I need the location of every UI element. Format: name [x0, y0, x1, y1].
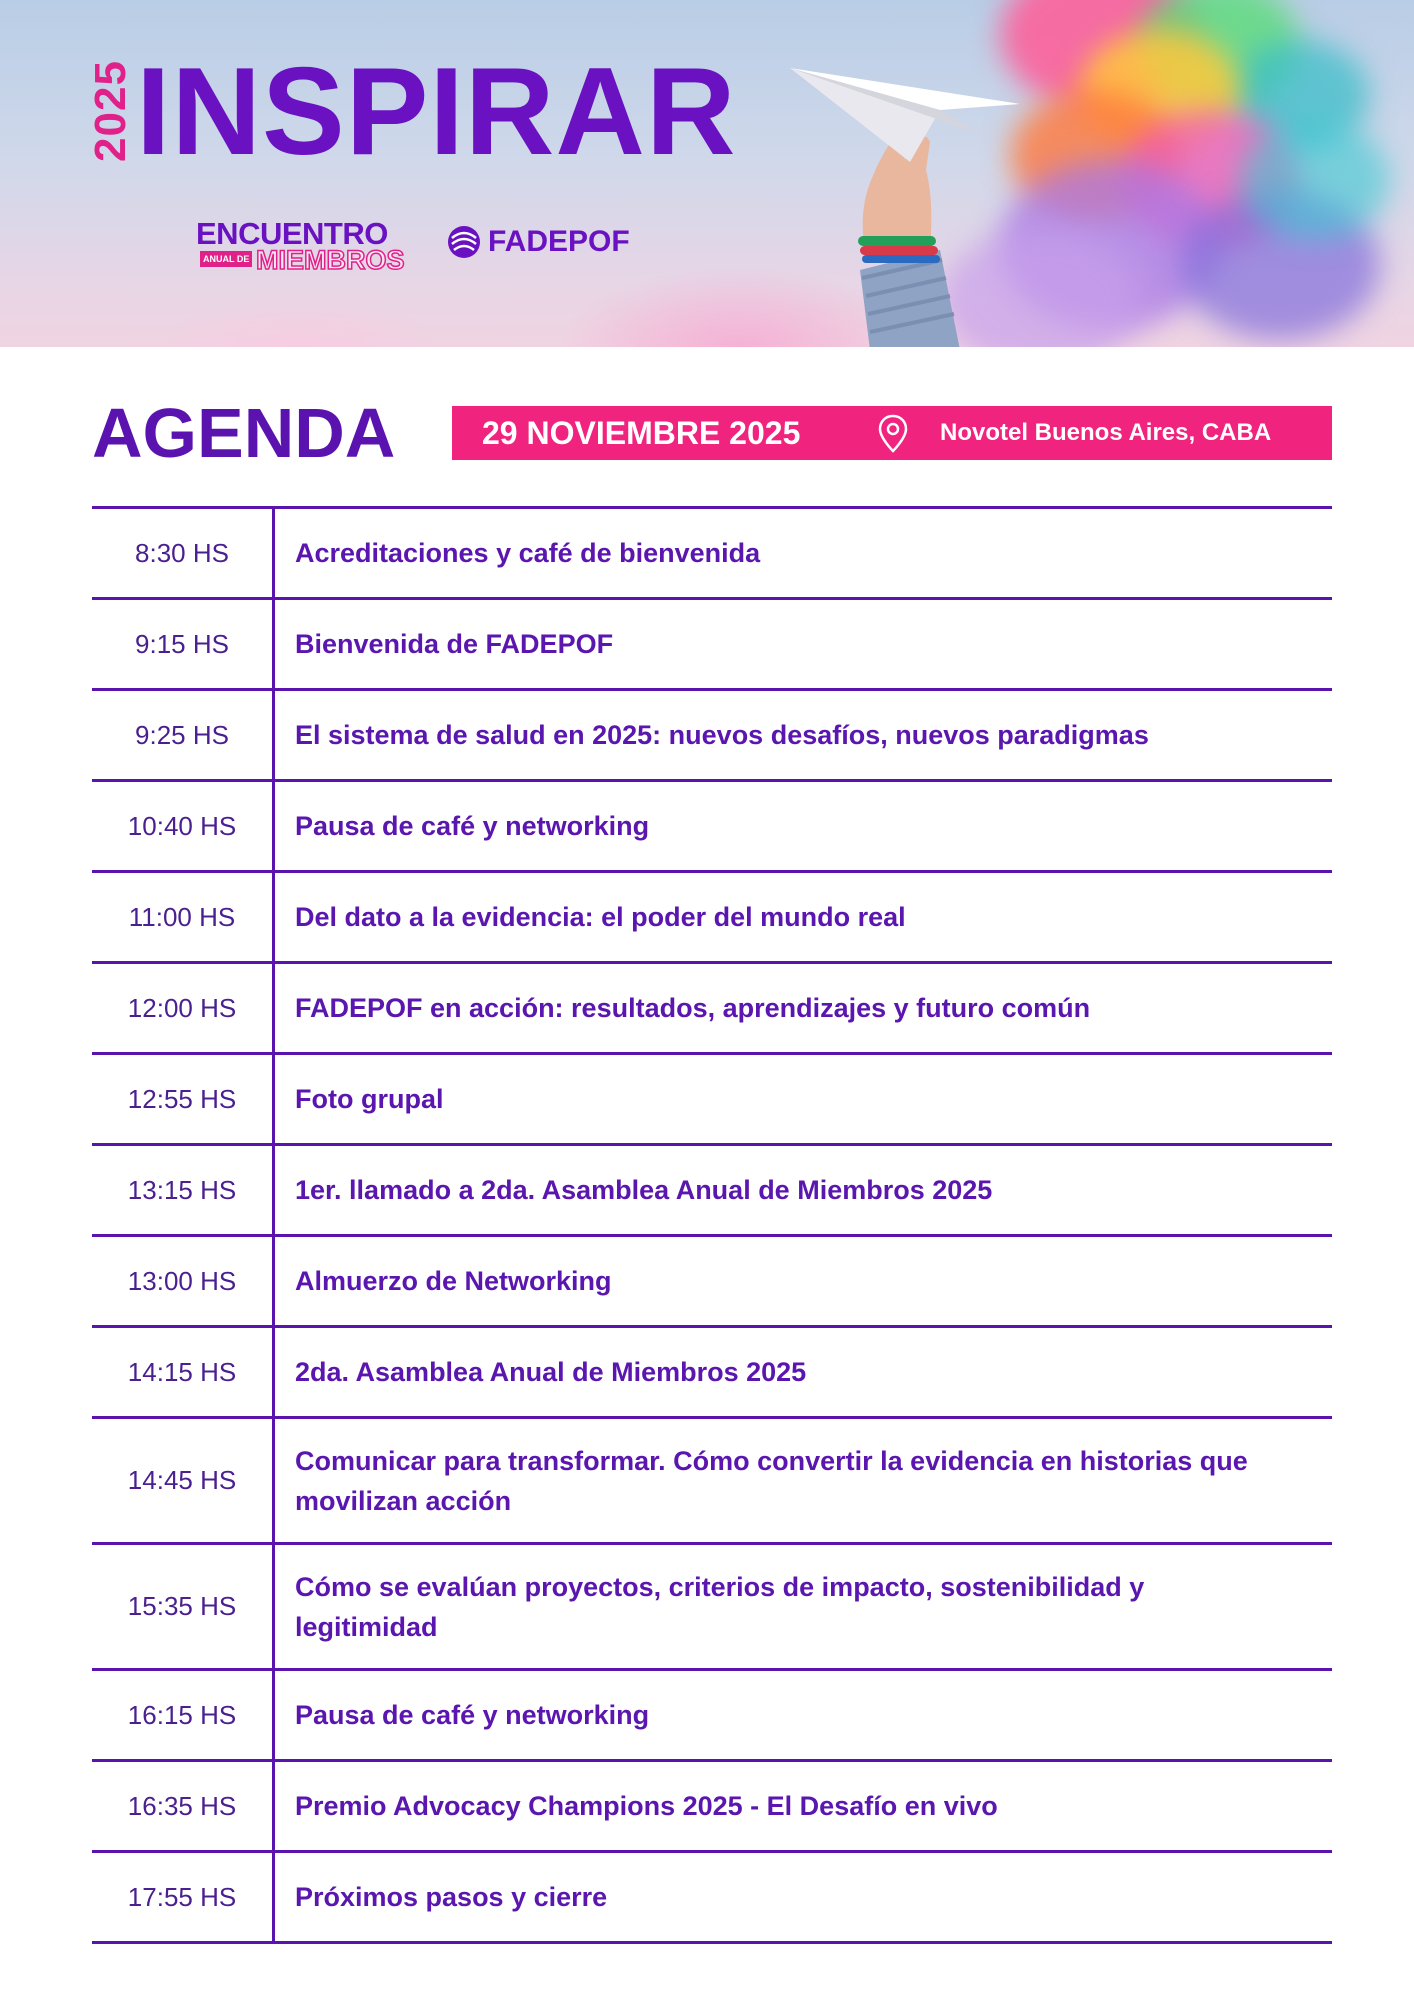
agenda-session-title: Del dato a la evidencia: el poder del mundo real [274, 872, 1333, 963]
agenda-session-title: Comunicar para transformar. Cómo convertir la evidencia en historias que movilizan acción [274, 1418, 1333, 1544]
agenda-row [92, 1852, 1332, 1943]
fadepof-logo-icon [446, 224, 482, 260]
agenda-time: 12:55 HS [92, 1054, 274, 1145]
fadepof-logo [446, 224, 630, 260]
agenda-row [92, 781, 1332, 872]
paper-plane-icon [790, 62, 1030, 172]
agenda-time: 16:35 HS [92, 1761, 274, 1852]
encuentro-top-text: ENCUENTRO [196, 216, 388, 251]
agenda-time: 9:25 HS [92, 690, 274, 781]
agenda-row [92, 963, 1332, 1054]
agenda-session-title: Foto grupal [274, 1054, 1333, 1145]
agenda-row [92, 1236, 1332, 1327]
agenda-time: 12:00 HS [92, 963, 274, 1054]
agenda-time: 11:00 HS [92, 872, 274, 963]
agenda-session-title: Bienvenida de FADEPOF [274, 599, 1333, 690]
hero-banner [0, 0, 1414, 347]
agenda-row [92, 1544, 1332, 1670]
agenda-time: 14:15 HS [92, 1327, 274, 1418]
event-info-bar [452, 406, 1332, 460]
agenda-session-title: Acreditaciones y café de bienvenida [274, 508, 1333, 599]
agenda-session-title: Pausa de café y networking [274, 1670, 1333, 1761]
location-pin-icon [878, 414, 908, 454]
agenda-session-title: Premio Advocacy Champions 2025 - El Desafío en vivo [274, 1761, 1333, 1852]
agenda-time: 13:15 HS [92, 1145, 274, 1236]
agenda-row [92, 1054, 1332, 1145]
encuentro-logo [196, 218, 406, 276]
agenda-session-title: 2da. Asamblea Anual de Miembros 2025 [274, 1327, 1333, 1418]
agenda-time: 17:55 HS [92, 1852, 274, 1943]
agenda-time: 16:15 HS [92, 1670, 274, 1761]
agenda-time: 15:35 HS [92, 1544, 274, 1670]
event-location: Novotel Buenos Aires, CABA [940, 419, 1272, 446]
encuentro-small-text: ANUAL DE [200, 251, 252, 267]
agenda-row [92, 508, 1332, 599]
agenda-row [92, 599, 1332, 690]
agenda-session-title: Próximos pasos y cierre [274, 1852, 1333, 1943]
event-title: INSPIRAR [136, 43, 737, 181]
agenda-title: AGENDA [92, 394, 396, 472]
agenda-session-title: 1er. llamado a 2da. Asamblea Anual de Miembros 2025 [274, 1145, 1333, 1236]
agenda-row [92, 1670, 1332, 1761]
year-label [86, 56, 136, 166]
agenda-row [92, 1327, 1332, 1418]
agenda-row [92, 1145, 1332, 1236]
agenda-row [92, 690, 1332, 781]
agenda-table [92, 506, 1332, 1944]
agenda-time: 13:00 HS [92, 1236, 274, 1327]
agenda-session-title: FADEPOF en acción: resultados, aprendizajes y futuro común [274, 963, 1333, 1054]
event-date: 29 NOVIEMBRE 2025 [482, 415, 801, 451]
agenda-session-title: Cómo se evalúan proyectos, criterios de impacto, sostenibilidad y legitimidad [274, 1544, 1333, 1670]
agenda-row [92, 1418, 1332, 1544]
agenda-session-title: Pausa de café y networking [274, 781, 1333, 872]
agenda-time: 9:15 HS [92, 599, 274, 690]
agenda-row [92, 1761, 1332, 1852]
encuentro-bottom-text: MIEMBROS [256, 245, 405, 275]
agenda-session-title: Almuerzo de Networking [274, 1236, 1333, 1327]
agenda-time: 8:30 HS [92, 508, 274, 599]
agenda-time: 10:40 HS [92, 781, 274, 872]
year-text: 2025 [86, 60, 135, 162]
agenda-session-title: El sistema de salud en 2025: nuevos desafíos, nuevos paradigmas [274, 690, 1333, 781]
fadepof-logo-text: FADEPOF [488, 225, 630, 258]
agenda-row [92, 872, 1332, 963]
agenda-time: 14:45 HS [92, 1418, 274, 1544]
